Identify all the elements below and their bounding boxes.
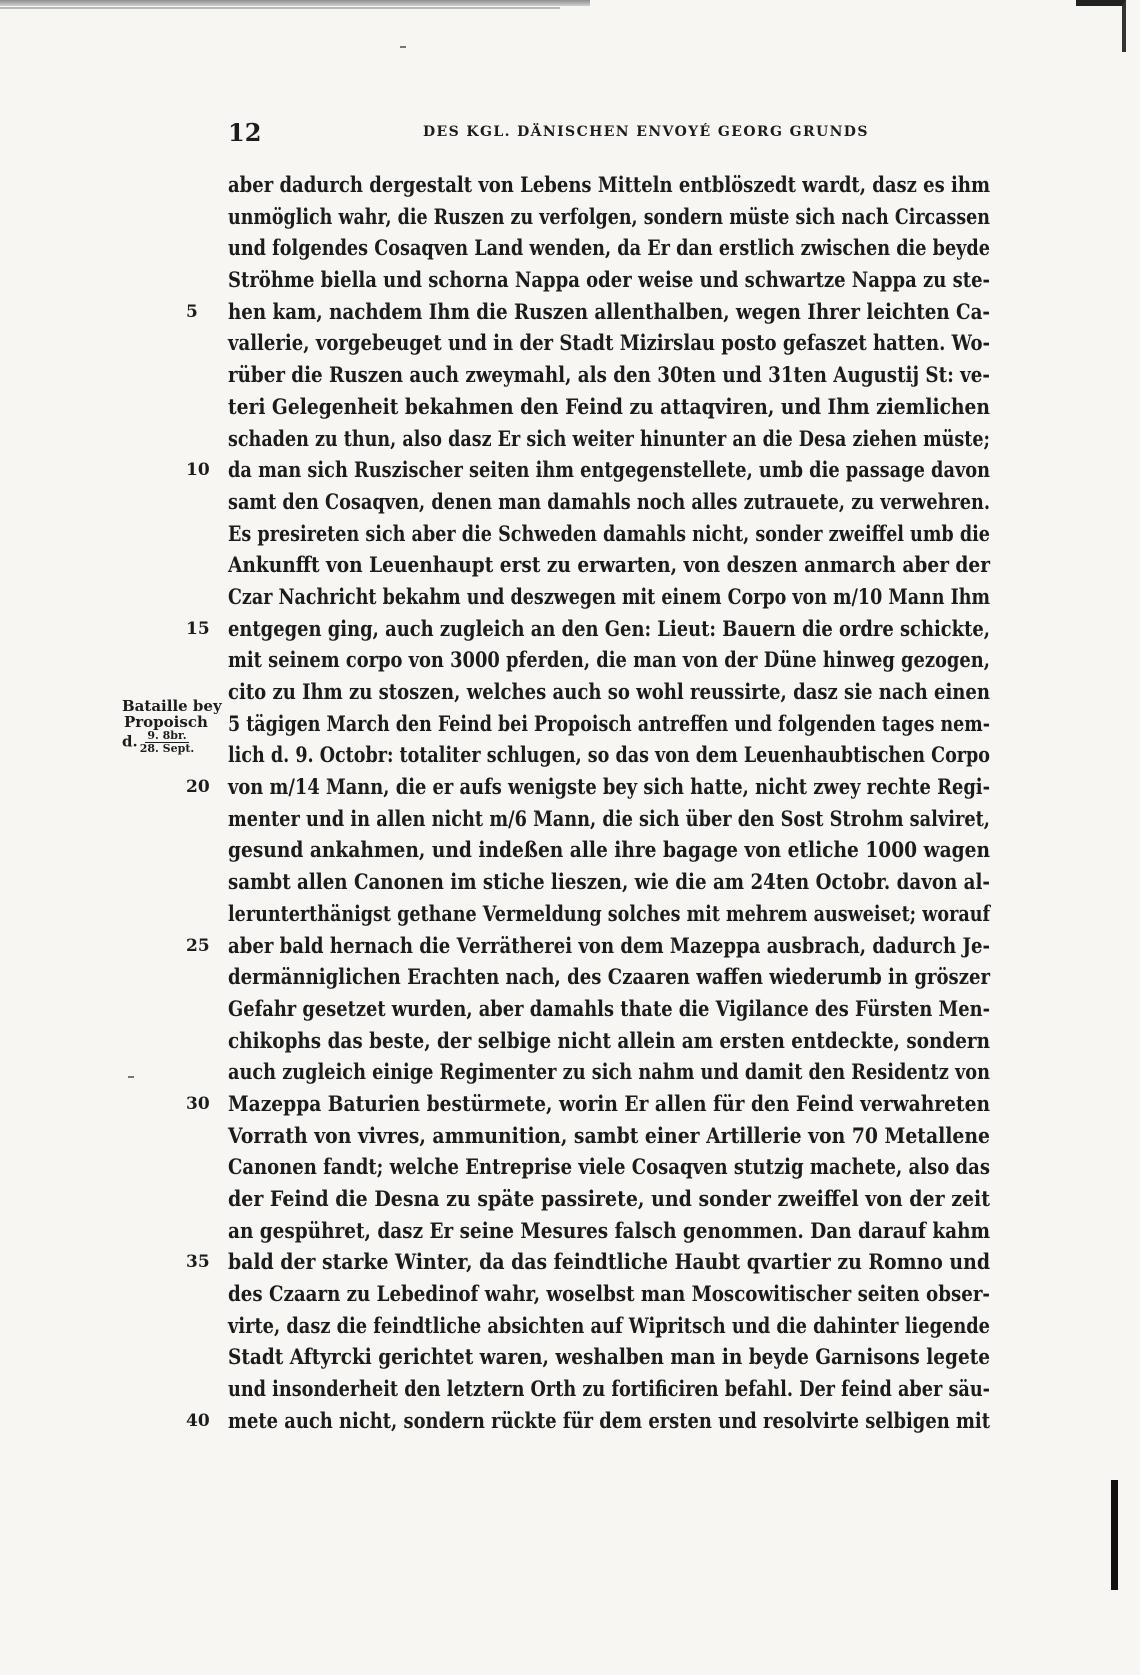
- line-number: 40: [186, 1410, 210, 1431]
- line-text: an gespühret, dasz Er seine Mesures falsch genommen. Dan darauf kahm: [228, 1218, 990, 1244]
- line-text: da man sich Ruszischer seiten ihm entgegenstellete, umb die passage davon: [228, 458, 990, 484]
- line-text: dermänniglichen Erachten nach, des Czaaren waffen wiederumb in gröszer: [228, 965, 990, 991]
- text-line: [228, 392, 990, 424]
- line-text: teri Gelegenheit bekahmen den Feind zu attaqviren, und Ihm ziemlichen: [228, 394, 990, 420]
- line-text: lerunterthänigst gethane Vermeldung solches mit mehrem ausweiset; worauf: [228, 901, 990, 927]
- text-line: [186, 772, 990, 804]
- text-line: [228, 265, 990, 297]
- line-number: 25: [186, 935, 210, 956]
- line-number: 30: [186, 1093, 210, 1114]
- text-line: [228, 487, 990, 519]
- text-line: [186, 931, 990, 963]
- scan-speck: [400, 46, 406, 48]
- text-line: [228, 1026, 990, 1058]
- line-text: vallerie, vorgebeuget und in der Stadt Mizirslau posto gefaszet hatten. Wo-: [228, 331, 990, 357]
- text-line: [228, 677, 990, 709]
- page-header: [228, 118, 988, 148]
- text-line: [228, 1311, 990, 1343]
- line-text: Ankunfft von Leuenhaupt erst zu erwarten, von deszen anmarch aber der: [228, 553, 990, 579]
- line-text: entgegen ging, auch zugleich an den Gen: Lieut: Bauern die ordre schickte,: [228, 616, 990, 642]
- line-text: mit seinem corpo von 3000 pferden, die man von der Düne hinweg gezogen,: [228, 648, 990, 674]
- scan-corner-mark: [1076, 0, 1126, 52]
- line-text: und insonderheit den letztern Orth zu fortificiren befahl. Der feind aber säu-: [228, 1377, 990, 1403]
- line-number: 35: [186, 1252, 210, 1273]
- text-line: [228, 962, 990, 994]
- line-text: samt den Cosaqven, denen man damahls noch alles zutrauete, zu verwehren.: [228, 489, 990, 515]
- scan-edge-mark: [1111, 1480, 1118, 1590]
- text-line: [228, 1152, 990, 1184]
- text-line: [228, 519, 990, 551]
- text-line: [186, 297, 990, 329]
- text-line: [228, 202, 990, 234]
- line-text: auch zugleich einige Regimenter zu sich nahm und damit den Residentz von: [228, 1060, 990, 1086]
- text-line: [228, 1057, 990, 1089]
- text-line: [228, 804, 990, 836]
- text-line: [186, 614, 990, 646]
- line-text: mete auch nicht, sondern rückte für dem ersten und resolvirte selbigen mit: [228, 1408, 990, 1434]
- text-line: [228, 994, 990, 1026]
- running-head: DES KGL. DÄNISCHEN ENVOYÉ GEORG GRUNDS: [423, 124, 869, 140]
- margin-note-line: Bataille bey: [122, 697, 222, 715]
- line-text: Es presireten sich aber die Schweden damahls nicht, sonder zweiffel umb die: [228, 521, 990, 547]
- line-text: menter und in allen nicht m/6 Mann, die sich über den Sost Strohm salviret,: [228, 806, 990, 832]
- line-text: Canonen fandt; welche Entreprise viele Cosaqven stutzig machete, also das: [228, 1155, 990, 1181]
- text-line: [228, 645, 990, 677]
- line-text: gesund ankahmen, und indeßen alle ihre bagage von etliche 1000 wagen: [228, 838, 990, 864]
- line-text: hen kam, nachdem Ihm die Ruszen allenthalben, wegen Ihrer leichten Ca-: [228, 299, 990, 325]
- text-line: [228, 1374, 990, 1406]
- text-line: [228, 360, 990, 392]
- margin-note-prefix: d.: [122, 732, 138, 751]
- body-text: [186, 170, 990, 1438]
- text-line: [228, 170, 990, 202]
- scan-edge-top: [0, 0, 590, 6]
- line-text: chikophs das beste, der selbige nicht allein am ersten entdeckte, sondern: [228, 1028, 990, 1054]
- line-text: bald der starke Winter, da das feindtliche Haubt qvartier zu Romno und: [228, 1250, 990, 1276]
- text-line: [228, 899, 990, 931]
- margin-note-date: [122, 730, 226, 755]
- margin-note-fraction: [140, 730, 195, 755]
- margin-note-new-style: 9. 8br.: [147, 729, 187, 742]
- line-text: Vorrath von vivres, ammunition, sambt einer Artillerie von 70 Metallene: [228, 1123, 990, 1149]
- text-line: [228, 1279, 990, 1311]
- text-line: [186, 1247, 990, 1279]
- line-text: sambt allen Canonen im stiche lieszen, wie die am 24ten Octobr. davon al-: [228, 870, 990, 896]
- line-number: 15: [186, 618, 210, 639]
- text-line: [228, 328, 990, 360]
- line-text: virte, dasz die feindtliche absichten auf Wipritsch und die dahinter liegende: [228, 1313, 990, 1339]
- text-line: [228, 740, 990, 772]
- line-text: schaden zu thun, also dasz Er sich weiter hinunter an die Desa ziehen müste;: [228, 426, 990, 452]
- text-line: [228, 1184, 990, 1216]
- line-text: rüber die Ruszen auch zweymahl, als den 30ten und 31ten Augustij St: ve-: [228, 363, 990, 389]
- line-text: Mazeppa Baturien bestürmete, worin Er allen für den Feind verwahreten: [228, 1091, 990, 1117]
- margin-note-line: Propoisch: [124, 713, 208, 731]
- margin-note-old-style: 28. Sept.: [139, 742, 195, 755]
- line-text: und folgendes Cosaqven Land wenden, da Er dan erstlich zwischen die beyde: [228, 236, 990, 262]
- line-text: Stadt Aftyrcki gerichtet waren, weshalben man in beyde Garnisons legete: [228, 1345, 990, 1371]
- line-number: 10: [186, 460, 210, 481]
- text-line: [228, 867, 990, 899]
- line-text: von m/14 Mann, die er aufs wenigste bey sich hatte, nicht zwey rechte Regi-: [228, 775, 990, 801]
- text-line: [228, 1342, 990, 1374]
- page-number: 12: [228, 118, 262, 147]
- line-text: lich d. 9. Octobr: totaliter schlugen, so das von dem Leuenhaubtischen Corpo: [228, 743, 990, 769]
- scan-speck: [128, 1076, 134, 1078]
- text-line: [186, 1089, 990, 1121]
- text-line: [228, 550, 990, 582]
- line-text: Ströhme biella und schorna Nappa oder weise und schwartze Nappa zu ste-: [228, 268, 990, 294]
- line-text: unmöglich wahr, die Ruszen zu verfolgen, sondern müste sich nach Circassen: [228, 204, 990, 230]
- line-text: des Czaarn zu Lebedinof wahr, woselbst man Moscowitischer seiten obser-: [228, 1282, 990, 1308]
- line-number: 5: [186, 301, 198, 322]
- text-line: [228, 233, 990, 265]
- line-text: aber dadurch dergestalt von Lebens Mitteln entblöszedt wardt, dasz es ihm: [228, 173, 990, 198]
- text-line: [228, 709, 990, 741]
- line-text: 5 tägigen March den Feind bei Propoisch antreffen und folgenden tages nem-: [228, 711, 990, 737]
- margin-note: [122, 698, 226, 755]
- line-text: Czar Nachricht bekahm und deszwegen mit einem Corpo von m/10 Mann Ihm: [228, 584, 990, 610]
- line-text: der Feind die Desna zu späte passirete, und sonder zweiffel von der zeit: [228, 1187, 990, 1212]
- text-line: [228, 582, 990, 614]
- text-line: [228, 835, 990, 867]
- text-line: [186, 1406, 990, 1438]
- line-number: 20: [186, 777, 210, 798]
- text-line: [228, 424, 990, 456]
- line-text: aber bald hernach die Verrätherei von dem Mazeppa ausbrach, dadurch Je-: [228, 933, 990, 959]
- text-line: [228, 1216, 990, 1248]
- text-line: [186, 455, 990, 487]
- text-line: [228, 1121, 990, 1153]
- line-text: Gefahr gesetzet wurden, aber damahls thate die Vigilance des Fürsten Men-: [228, 996, 990, 1022]
- line-text: cito zu Ihm zu stoszen, welches auch so wohl reussirte, dasz sie nach einen: [228, 680, 990, 705]
- scan-edge-shadow: [0, 7, 560, 9]
